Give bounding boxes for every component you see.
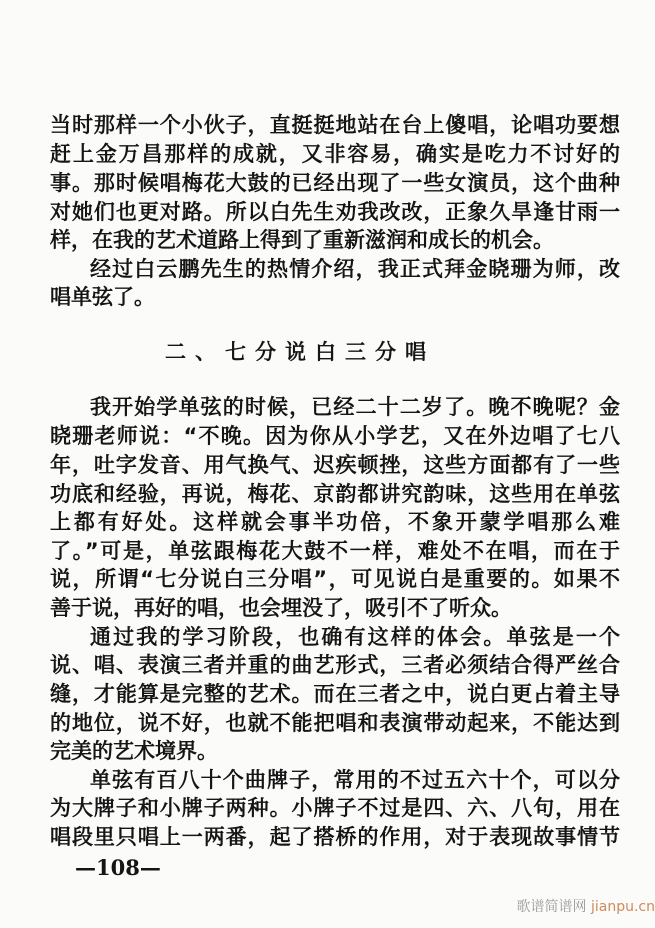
text-line: 说，所谓“七分说白三分唱”，可见说白是重要的。如果不 [50,567,620,591]
text-line: 唱单弦了。 [50,285,155,309]
text-line: 善于说，再好的唱，也会埋没了，吸引不了听众。 [50,596,512,620]
text-line: 我开始学单弦的时候，已经二十二岁了。晚不晚呢？金 [90,395,620,419]
text-line: 上都有好处。这样就会事半功倍，不象开蒙学唱那么难 [50,510,620,534]
text-line: 经过白云鹏先生的热情介绍，我正式拜金晓珊为师，改 [90,257,620,281]
text-line: 对她们也更对路。所以白先生劝我改改，正象久旱逢甘雨一 [50,200,620,224]
text-line: 当时那样一个小伙子，直挺挺地站在台上傻唱，论唱功要想 [50,113,620,137]
text-line: 样，在我的艺术道路上得到了重新滋润和成长的机会。 [50,228,554,252]
section-heading: 二、七分说白三分唱 [165,340,435,364]
text-line: 缝，才能算是完整的艺术。而在三者之中，说白更占着主导 [50,682,620,706]
text-line: 单弦有百八十个曲牌子，常用的不过五六十个，可以分 [90,768,620,792]
text-line: 为大牌子和小牌子两种。小牌子不过是四、六、八句，用在 [50,796,620,820]
text-line: 说、唱、表演三者并重的曲艺形式，三者必须结合得严丝合 [50,653,620,677]
text-line: 功底和经验，再说，梅花、京韵都讲究韵味，这些用在单弦 [50,482,620,506]
text-line: 晓珊老师说：“不晚。因为你从小学艺，又在外边唱了七八 [50,424,620,448]
text-line: 通过我的学习阶段，也确有这样的体会。单弦是一个 [90,625,620,649]
text-line: 赶上金万昌那样的成就，又非容易，确实是吃力不讨好的 [50,142,620,166]
text-line: 完美的艺术境界。 [50,739,218,763]
watermark-cn: 歌谱简谱网 [516,899,587,915]
watermark [517,896,655,916]
text-line: 的地位，说不好，也就不能把唱和表演带动起来，不能达到 [50,711,620,735]
page-number: —108— [75,855,161,880]
text-line: 事。那时候唱梅花大鼓的已经出现了一些女演员，这个曲种 [50,171,620,195]
text-line: 了。”可是，单弦跟梅花大鼓不一样，难处不在唱，而在于 [50,539,620,563]
text-line: 唱段里只唱上一两番，起了搭桥的作用，对于表现故事情节 [50,825,620,849]
text-line: 年，吐字发音、用气换气、迟疾顿挫，这些方面都有了一些 [50,453,620,477]
watermark-en: jianpu.cn [590,899,655,915]
